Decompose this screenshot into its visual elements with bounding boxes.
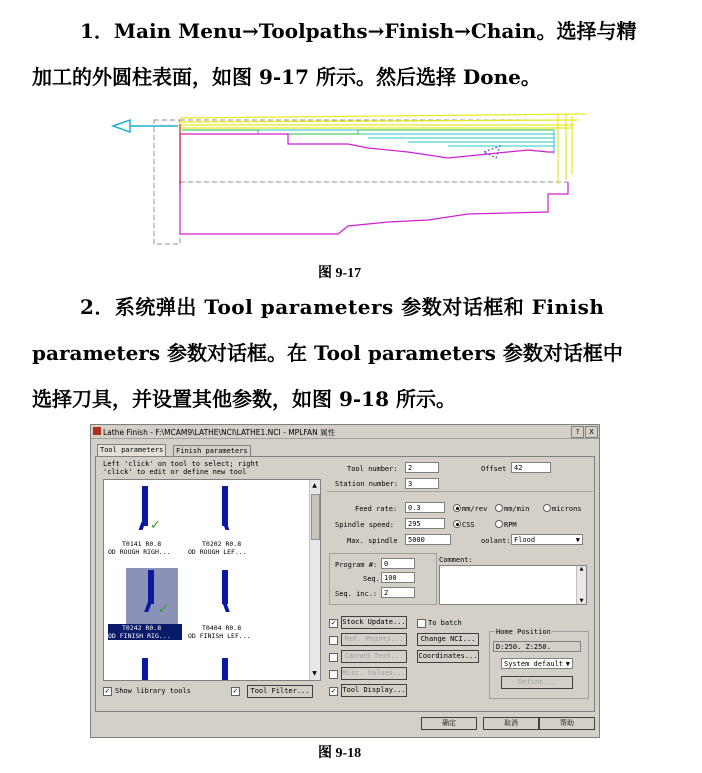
tool-4-desc: OD FINISH LEF... (188, 632, 251, 640)
tool-4-number: T0404 R0.8 (202, 624, 242, 632)
tool-2-icon (222, 486, 228, 526)
chevron-down-icon: ▼ (565, 660, 570, 668)
scroll-down-icon[interactable]: ▼ (312, 670, 317, 677)
chevron-down-icon: ▼ (575, 536, 580, 544)
tool-1-desc: OD ROUGH RIGH... (108, 548, 171, 556)
spindle-speed-label: Spindle speed: (335, 521, 395, 529)
home-position-title: Home Position (496, 628, 551, 636)
coolant-select[interactable] (511, 534, 583, 545)
paragraph-2-line-1: 2．系统弹出 Tool parameters 参数对话框和 Finish (80, 295, 605, 319)
offset-input[interactable]: 42 (511, 462, 551, 473)
microns-label: microns (552, 505, 582, 513)
caption-9-18: 图 9-18 (318, 746, 362, 761)
rpm-radio[interactable] (495, 520, 503, 528)
tool-filter-button[interactable]: Tool Filter... (247, 685, 313, 698)
help-title-button[interactable]: ? (571, 426, 584, 438)
part-profile (180, 134, 568, 234)
station-input[interactable]: 3 (405, 478, 439, 489)
close-title-button[interactable]: X (585, 426, 598, 438)
scroll-up-icon[interactable]: ▲ (579, 566, 584, 572)
paragraph-1-line-2: 加工的外圆柱表面，如图 9-17 所示。然后选择 Done。 (32, 65, 541, 89)
seq-inc-input[interactable]: 2 (381, 587, 415, 598)
tool-number-input[interactable]: 2 (405, 462, 439, 473)
seq-inc-label: Seq. inc.: (335, 590, 378, 598)
comment-label: Comment: (439, 556, 473, 564)
selected-contour (182, 130, 554, 134)
tool-2-desc: OD ROUGH LEF... (188, 548, 247, 556)
home-position-select[interactable] (501, 658, 573, 669)
scroll-up-icon[interactable]: ▲ (312, 482, 317, 489)
tool-1-icon (142, 486, 148, 526)
stock-update-checkbox[interactable]: ✓ (330, 619, 337, 627)
css-label: CSS (462, 521, 475, 529)
max-spindle-label: Max. spindle (347, 537, 398, 545)
show-library-label: Show library tools (115, 687, 191, 695)
tool-1-number: T0141 R0.8 (122, 540, 162, 548)
coordinates-button[interactable]: Coordinates... (417, 650, 479, 663)
mm-rev-radio[interactable] (453, 504, 461, 512)
ref-points-checkbox[interactable] (329, 636, 338, 645)
seq-input[interactable]: 100 (381, 572, 415, 583)
scroll-thumb[interactable] (311, 494, 320, 540)
comment-scrollbar[interactable] (576, 566, 586, 604)
check-icon: ✓ (158, 602, 169, 617)
tool-3-number: T0242 R0.8 (122, 624, 162, 632)
ok-button[interactable]: 确定 (421, 717, 477, 730)
feed-rate-input[interactable]: 0.3 (405, 502, 445, 513)
tool-number-label: Tool number: (347, 465, 398, 473)
canned-text-button[interactable]: Canned Text... (341, 650, 407, 663)
app-icon (93, 427, 101, 435)
to-batch-label: To batch (428, 619, 462, 627)
seq-label: Seq. (363, 575, 380, 583)
show-library-checkbox[interactable]: ✓ (104, 687, 111, 695)
rpm-label: RPM (504, 521, 517, 529)
misc-values-button[interactable]: Misc. Values... (341, 667, 407, 680)
program-label: Program #: (335, 561, 378, 569)
paragraph-2 (32, 284, 672, 422)
axis-arrow (113, 120, 130, 132)
tool-2-number: T0202 R0.8 (202, 540, 242, 548)
tool-item-2[interactable] (188, 482, 260, 560)
hint-line-1: Left 'click' on tool to select; right (103, 460, 259, 468)
tab-finish-parameters[interactable]: Finish parameters (173, 445, 251, 457)
lathe-finish-dialog (90, 424, 600, 738)
css-radio[interactable] (453, 520, 461, 528)
change-nci-button[interactable]: Change NCI... (417, 633, 479, 646)
feed-rate-label: Feed rate: (355, 505, 398, 513)
canned-text-checkbox[interactable] (329, 653, 338, 662)
ref-points-button[interactable]: Ref. Points... (341, 633, 407, 646)
tool-display-button[interactable]: Tool Display... (341, 684, 407, 697)
hint-line-2: 'click' to edit or define new tool (103, 468, 247, 476)
station-label: Station number: (335, 480, 399, 488)
scroll-down-icon[interactable]: ▼ (579, 598, 584, 604)
max-spindle-input[interactable]: 5000 (405, 534, 451, 545)
check-icon: ✓ (150, 518, 161, 533)
cancel-button[interactable]: 取消 (483, 717, 539, 730)
home-select-value: System default (504, 660, 564, 668)
paragraph-1 (32, 8, 672, 100)
stock-update-button[interactable]: Stock Update... (341, 616, 407, 629)
figure-9-17-drawing (108, 104, 598, 252)
tool-marker (484, 146, 500, 158)
mm-min-label: mm/min (504, 505, 530, 513)
tool-display-checkbox[interactable]: ✓ (330, 687, 337, 695)
tool-list-scrollbar[interactable] (309, 480, 320, 680)
tool-filter-checkbox[interactable]: ✓ (232, 687, 239, 695)
paragraph-2-line-3: 选择刀具，并设置其他参数，如图 9-18 所示。 (32, 387, 456, 411)
paragraph-2-line-2: parameters 参数对话框。在 Tool parameters 参数对话框中 (32, 341, 623, 365)
mm-min-radio[interactable] (495, 504, 503, 512)
tool-4-icon (222, 570, 228, 604)
comment-textarea[interactable] (439, 565, 587, 605)
to-batch-checkbox[interactable] (417, 619, 426, 628)
define-button[interactable]: Define... (501, 676, 573, 689)
coolant-label: oolant: (481, 537, 511, 545)
tool-item-3-selected[interactable] (108, 566, 180, 644)
tool-item-1[interactable] (108, 482, 180, 560)
tool-list[interactable] (103, 479, 321, 681)
dialog-titlebar[interactable] (91, 425, 599, 439)
microns-radio[interactable] (543, 504, 551, 512)
tool-item-4[interactable] (188, 566, 260, 644)
misc-values-checkbox[interactable] (329, 670, 338, 679)
coolant-value: Flood (514, 536, 536, 544)
spindle-speed-input[interactable]: 295 (405, 518, 445, 529)
tab-tool-parameters[interactable]: Tool parameters (97, 444, 166, 458)
offset-label: Offset (481, 465, 507, 473)
tool-5-icon (142, 658, 148, 680)
help-button[interactable]: 帮助 (539, 717, 595, 730)
tool-3-desc: OD FINISH RIG... (108, 632, 171, 640)
stock-boundary (154, 120, 180, 244)
tool-3-icon (148, 570, 154, 604)
program-input[interactable]: 0 (381, 558, 415, 569)
home-position-value: D:250. Z:250. (493, 641, 581, 652)
separator (327, 491, 593, 492)
mm-rev-label: mm/rev (462, 505, 488, 513)
dialog-title: Lathe Finish - F:\MCAM9\LATHE\NCI\LATHE1.NCI - MPLFAN 属性 (103, 428, 336, 437)
paragraph-1-line-1: 1．Main Menu→Toolpaths→Finish→Chain。选择与精 (80, 19, 637, 43)
tool-6-icon (222, 658, 228, 680)
caption-9-17: 图 9-17 (318, 266, 362, 281)
